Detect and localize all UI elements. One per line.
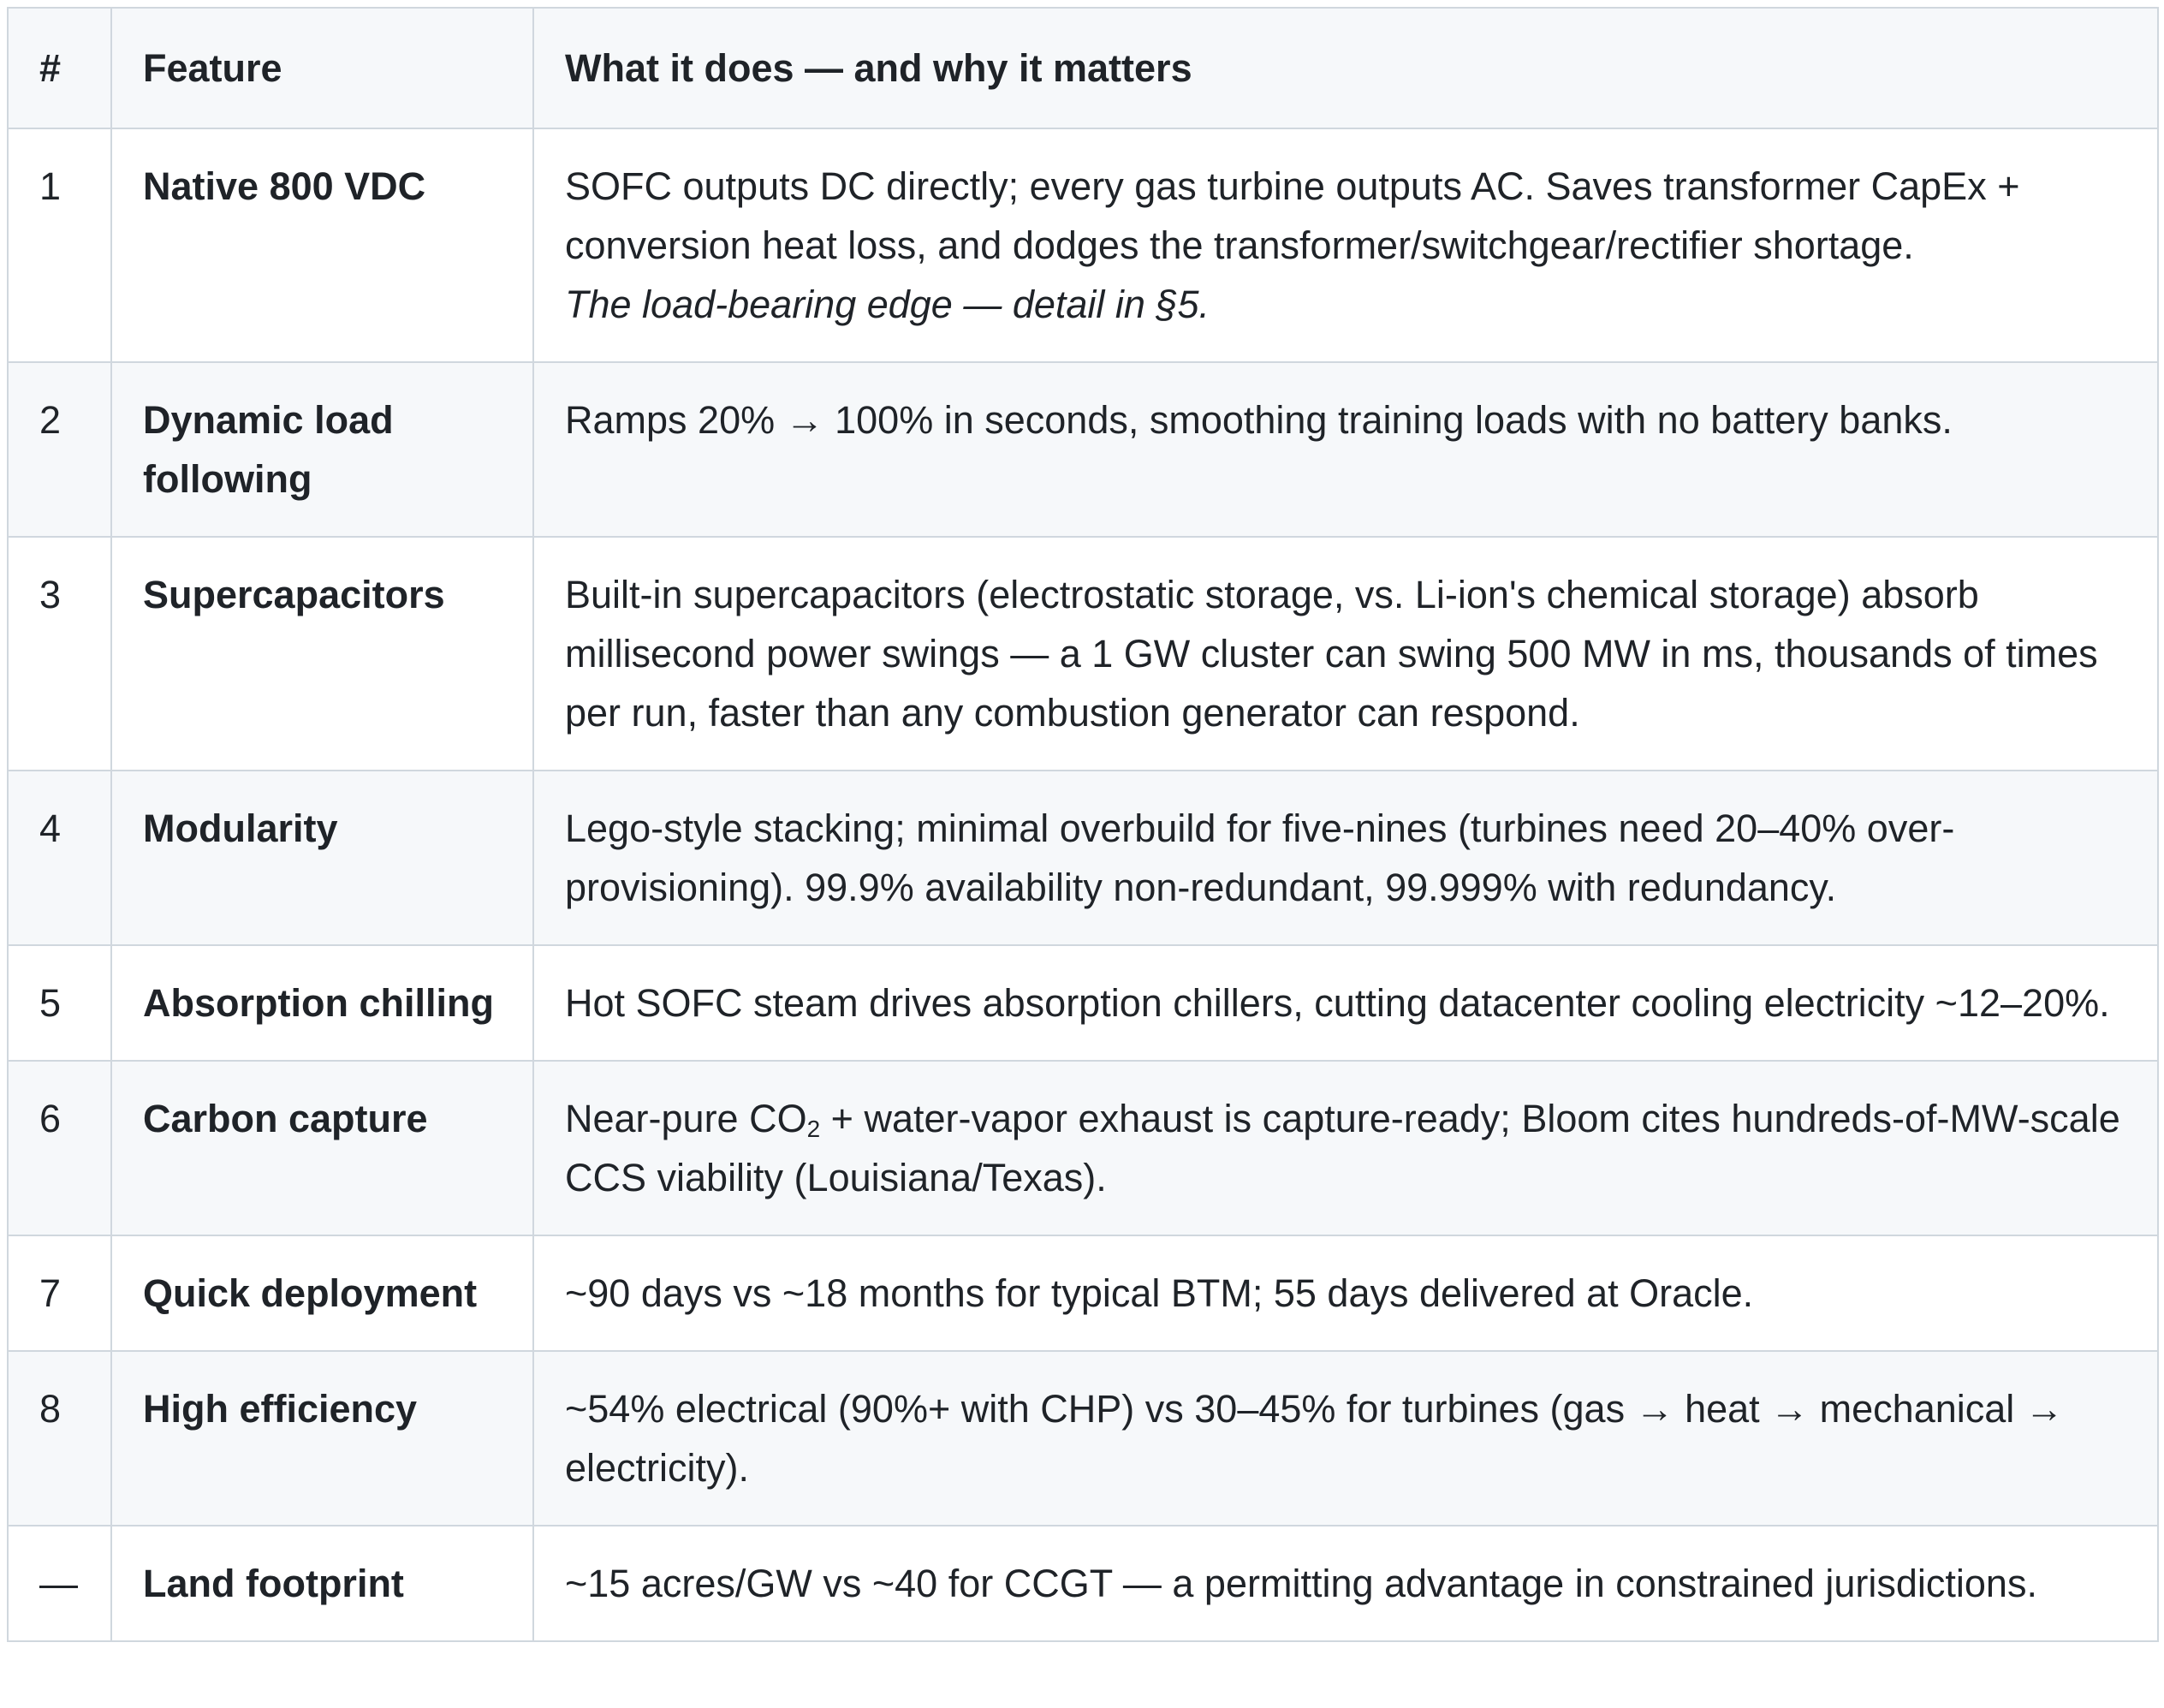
column-header-description: What it does — and why it matters xyxy=(533,8,2158,128)
row-number: 1 xyxy=(8,128,111,362)
feature-description: Ramps 20% → 100% in seconds, smoothing training loads with no battery banks. xyxy=(533,362,2158,537)
table-row xyxy=(8,537,2158,771)
feature-name: Modularity xyxy=(111,771,533,945)
description-note: The load-bearing edge — detail in §5. xyxy=(565,283,1210,326)
column-header-feature: Feature xyxy=(111,8,533,128)
table-body xyxy=(8,128,2158,1641)
table-row xyxy=(8,128,2158,362)
feature-description: Hot SOFC steam drives absorption chillers, cutting datacenter cooling electricity ~12–20%. xyxy=(533,945,2158,1061)
table-header xyxy=(8,8,2158,128)
row-number: 8 xyxy=(8,1351,111,1526)
row-number: 2 xyxy=(8,362,111,537)
description-text-post: + water-vapor exhaust is capture-ready; Bloom cites hundreds-of-MW-scale CCS viability (Louisiana/Texas). xyxy=(565,1097,2120,1199)
description-text-pre: Near-pure CO xyxy=(565,1097,807,1140)
column-header-number: # xyxy=(8,8,111,128)
feature-description: ~15 acres/GW vs ~40 for CCGT — a permitting advantage in constrained jurisdictions. xyxy=(533,1526,2158,1641)
row-number: 3 xyxy=(8,537,111,771)
feature-name: Quick deployment xyxy=(111,1235,533,1351)
feature-table xyxy=(7,7,2159,1642)
feature-name: Carbon capture xyxy=(111,1061,533,1235)
feature-description: Built-in supercapacitors (electrostatic storage, vs. Li-ion's chemical storage) absorb millisecond power swings — a 1 GW cluster can swing 500 MW in ms, thousands of times per run, faster than any combustion generator can respond. xyxy=(533,537,2158,771)
feature-table-container xyxy=(7,7,2157,1642)
feature-description xyxy=(533,128,2158,362)
feature-description: ~90 days vs ~18 months for typical BTM; 55 days delivered at Oracle. xyxy=(533,1235,2158,1351)
feature-description xyxy=(533,1061,2158,1235)
feature-name: Dynamic load following xyxy=(111,362,533,537)
table-header-row xyxy=(8,8,2158,128)
table-row xyxy=(8,1235,2158,1351)
feature-name: Native 800 VDC xyxy=(111,128,533,362)
table-row xyxy=(8,362,2158,537)
table-row xyxy=(8,1061,2158,1235)
feature-name: Land footprint xyxy=(111,1526,533,1641)
description-text: SOFC outputs DC directly; every gas turbine outputs AC. Saves transformer CapEx + conversion heat loss, and dodges the transformer/switchgear/rectifier shortage. xyxy=(565,164,2020,267)
row-number: — xyxy=(8,1526,111,1641)
feature-name: High efficiency xyxy=(111,1351,533,1526)
row-number: 6 xyxy=(8,1061,111,1235)
feature-description: ~54% electrical (90%+ with CHP) vs 30–45% for turbines (gas → heat → mechanical → electricity). xyxy=(533,1351,2158,1526)
feature-description: Lego-style stacking; minimal overbuild for five-nines (turbines need 20–40% over-provisioning). 99.9% availability non-redundant, 99.999% with redundancy. xyxy=(533,771,2158,945)
row-number: 5 xyxy=(8,945,111,1061)
row-number: 4 xyxy=(8,771,111,945)
row-number: 7 xyxy=(8,1235,111,1351)
description-subscript: 2 xyxy=(806,1116,821,1142)
table-row xyxy=(8,945,2158,1061)
feature-name: Absorption chilling xyxy=(111,945,533,1061)
table-row xyxy=(8,771,2158,945)
table-row xyxy=(8,1351,2158,1526)
feature-name: Supercapacitors xyxy=(111,537,533,771)
table-row xyxy=(8,1526,2158,1641)
